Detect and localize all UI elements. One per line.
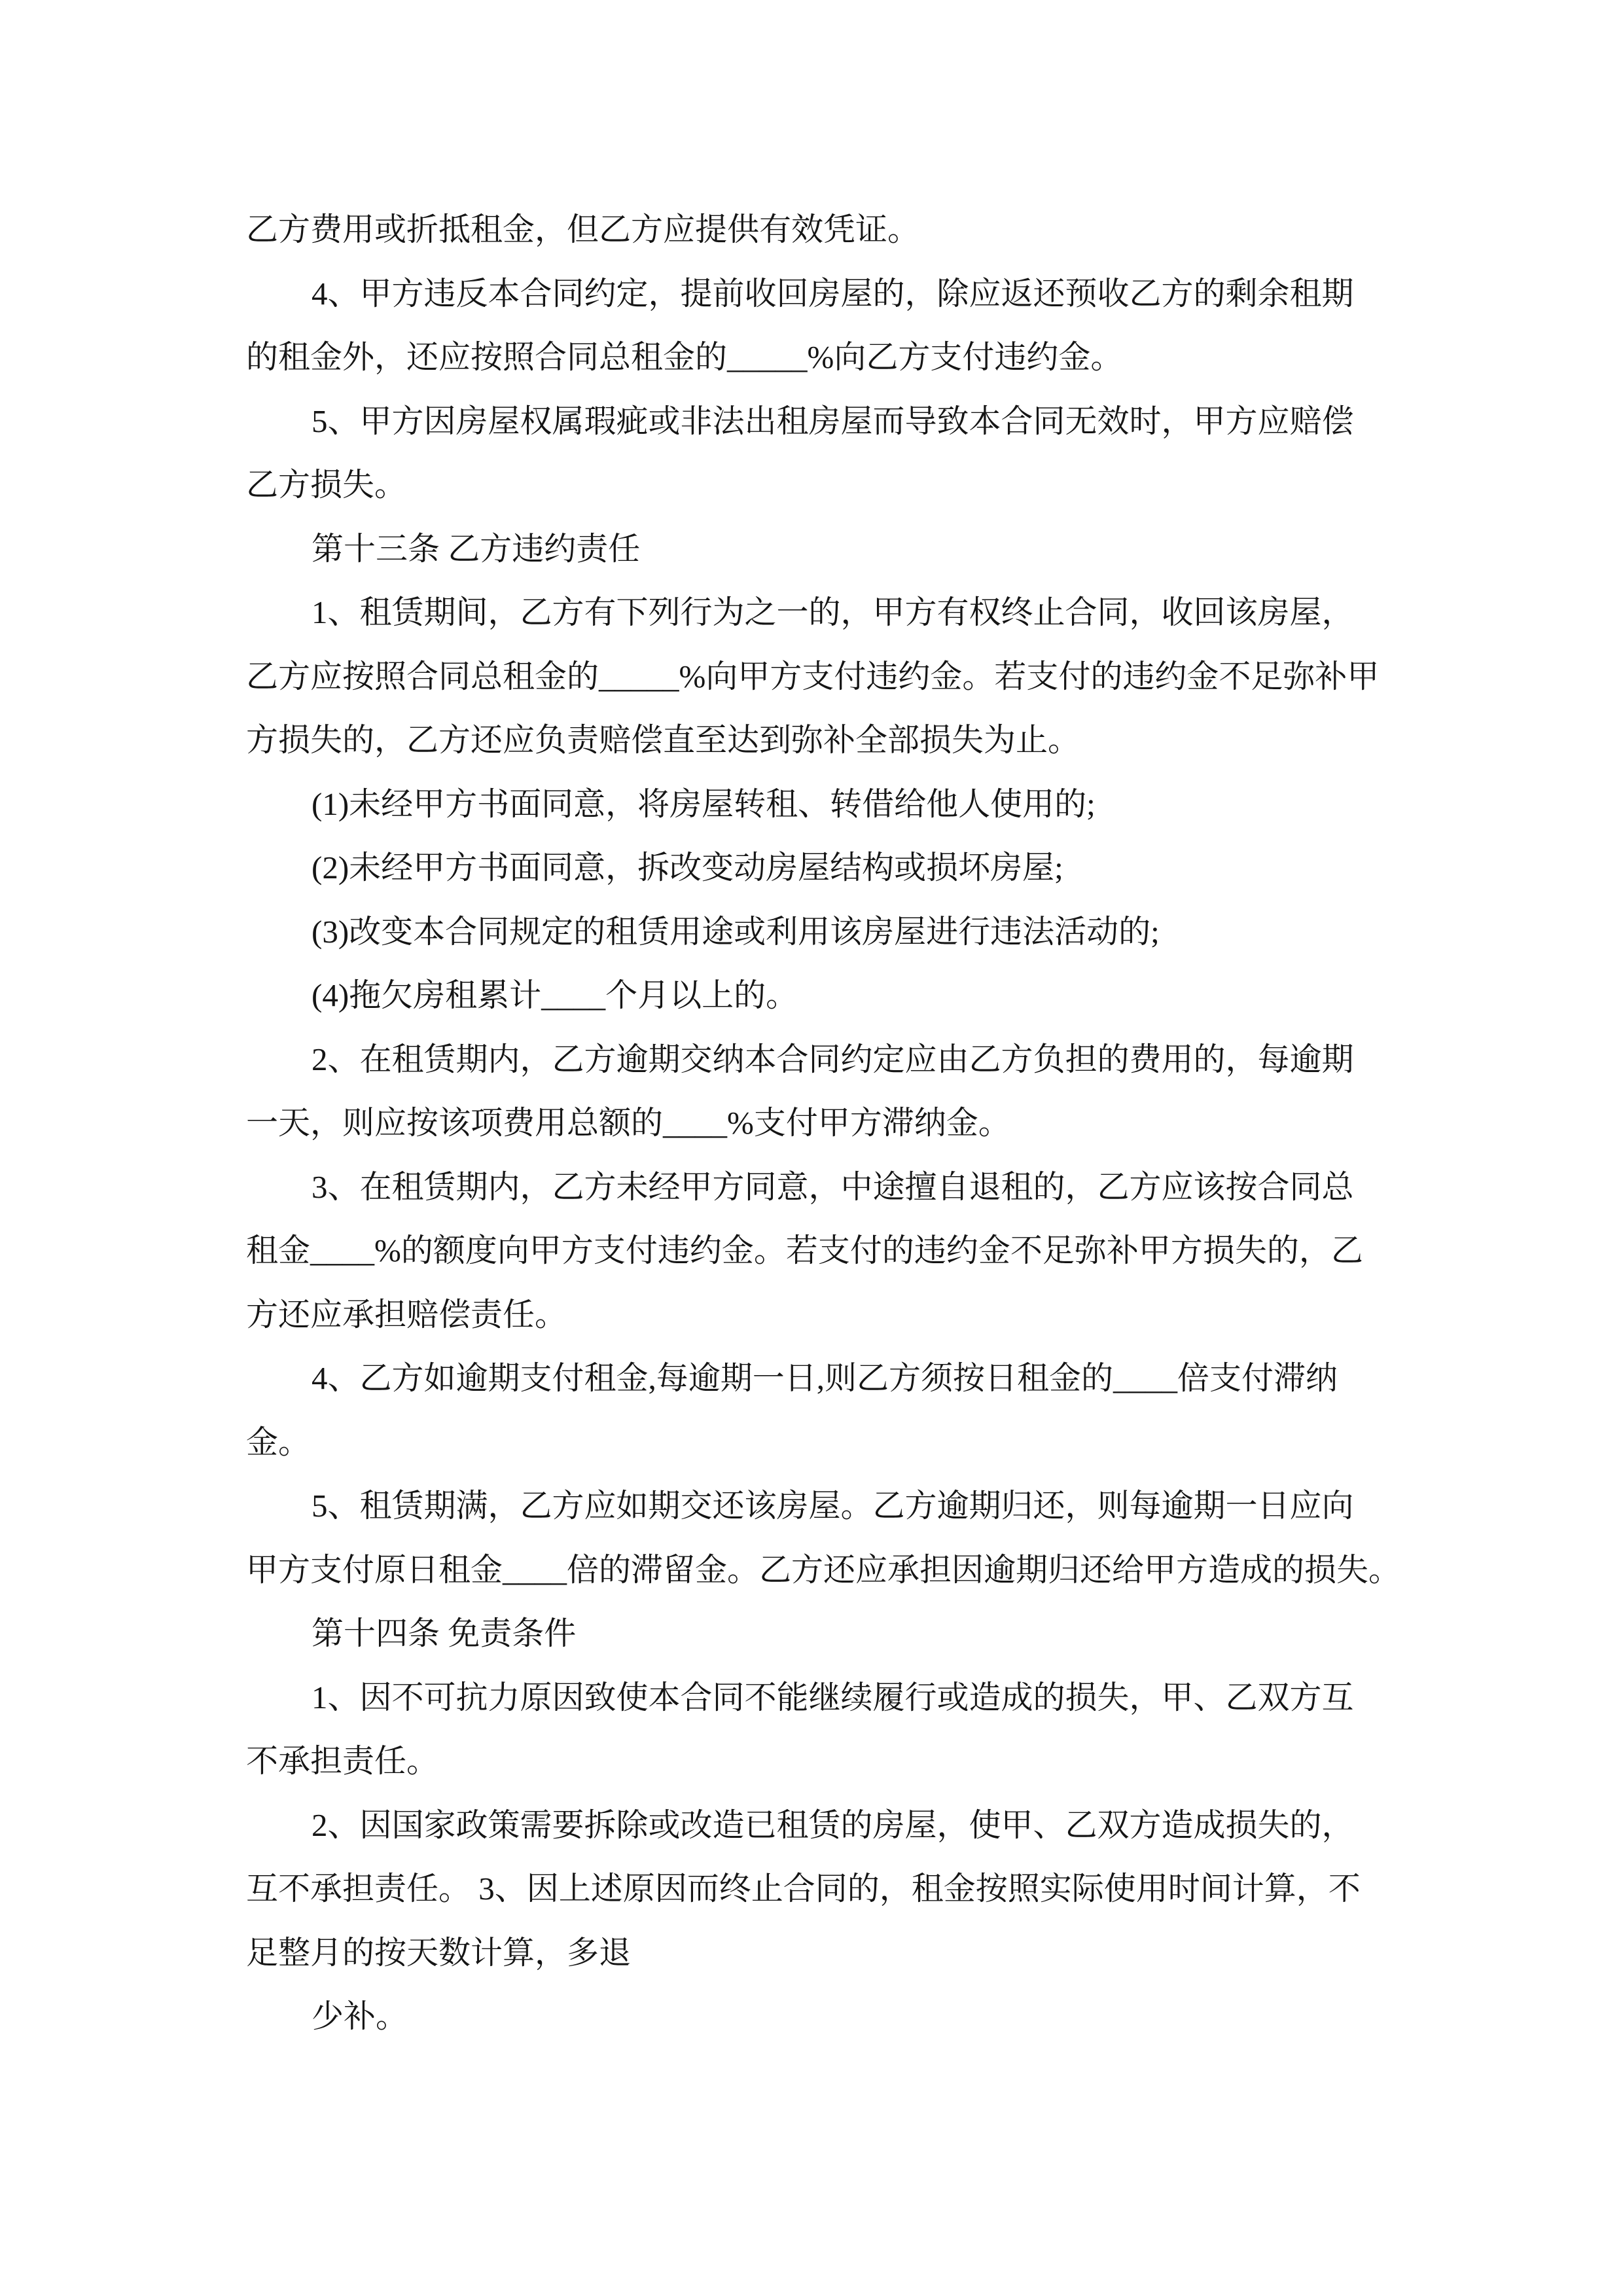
text-line: 5、甲方因房屋权属瑕疵或非法出租房屋而导致本合同无效时，甲方应赔偿 xyxy=(312,403,1354,439)
text-line: 少补。 xyxy=(312,1998,408,2034)
list-item xyxy=(246,963,1437,1028)
text-line: 乙方应按照合同总租金的_____%向甲方支付违约金。若支付的违约金不足弥补甲 xyxy=(246,658,1380,694)
text-line: 金。 xyxy=(246,1424,311,1460)
paragraph xyxy=(246,1793,1437,1985)
text-line: 互不承担责任。 3、因上述原因而终止合同的，租金按照实际使用时间计算，不 xyxy=(246,1871,1361,1907)
text-line: 4、甲方违反本合同约定，提前收回房屋的，除应返还预收乙方的剩余租期 xyxy=(312,275,1354,312)
text-line: 1、因不可抗力原因致使本合同不能继续履行或造成的损失，甲、乙双方互 xyxy=(312,1679,1354,1715)
contract-text xyxy=(246,198,1437,2049)
paragraph xyxy=(246,1666,1437,1793)
text-line: (1)未经甲方书面同意，将房屋转租、转借给他人使用的; xyxy=(312,785,1096,822)
paragraph xyxy=(246,1984,1437,2049)
text-line: 方还应承担赔偿责任。 xyxy=(246,1296,567,1333)
text-line: 4、乙方如逾期支付租金,每逾期一日,则乙方须按日租金的____倍支付滞纳 xyxy=(312,1360,1338,1396)
text-line: 1、租赁期间，乙方有下列行为之一的，甲方有权终止合同，收回该房屋， xyxy=(312,594,1354,630)
paragraph xyxy=(246,1346,1437,1474)
section-heading xyxy=(246,1602,1437,1666)
section-heading-text: 第十四条 免责条件 xyxy=(312,1615,577,1651)
text-line: 租金____%的额度向甲方支付违约金。若支付的违约金不足弥补甲方损失的，乙 xyxy=(246,1232,1363,1268)
text-line: 方损失的，乙方还应负责赔偿直至达到弥补全部损失为止。 xyxy=(246,722,1080,758)
paragraph xyxy=(246,389,1437,517)
text-line: (4)拖欠房租累计____个月以上的。 xyxy=(312,977,798,1013)
list-item xyxy=(246,900,1437,964)
text-line: 的租金外，还应按照合同总租金的_____%向乙方支付违约金。 xyxy=(246,339,1123,375)
text-line: 3、在租赁期内，乙方未经甲方同意，中途擅自退租的，乙方应该按合同总 xyxy=(312,1168,1354,1205)
text-line: 甲方支付原日租金____倍的滞留金。乙方还应承担因逾期归还给甲方造成的损失。 xyxy=(246,1551,1401,1588)
text-line: 一天，则应按该项费用总额的____%支付甲方滞纳金。 xyxy=(246,1105,1010,1141)
list-item xyxy=(246,772,1437,836)
text-line: 足整月的按天数计算，多退 xyxy=(246,1934,632,1971)
text-line: 乙方损失。 xyxy=(246,467,407,503)
text-line: (2)未经甲方书面同意，拆改变动房屋结构或损坏房屋; xyxy=(312,850,1063,886)
paragraph xyxy=(246,262,1437,389)
paragraph xyxy=(246,198,1437,262)
text-line: 2、因国家政策需要拆除或改造已租赁的房屋，使甲、乙双方造成损失的， xyxy=(312,1806,1354,1843)
text-line: 5、租赁期满，乙方应如期交还该房屋。乙方逾期归还，则每逾期一日应向 xyxy=(312,1488,1354,1524)
paragraph xyxy=(246,1155,1437,1347)
section-heading-text: 第十三条 乙方违约责任 xyxy=(312,530,641,567)
paragraph xyxy=(246,1028,1437,1155)
section-heading xyxy=(246,517,1437,581)
paragraph xyxy=(246,581,1437,772)
text-line: 乙方费用或折抵租金，但乙方应提供有效凭证。 xyxy=(246,211,920,247)
text-line: 不承担责任。 xyxy=(246,1743,439,1779)
text-line: (3)改变本合同规定的租赁用途或利用该房屋进行违法活动的; xyxy=(312,913,1160,950)
text-line: 2、在租赁期内，乙方逾期交纳本合同约定应由乙方负担的费用的，每逾期 xyxy=(312,1041,1354,1077)
paragraph xyxy=(246,1474,1437,1602)
list-item xyxy=(246,836,1437,900)
